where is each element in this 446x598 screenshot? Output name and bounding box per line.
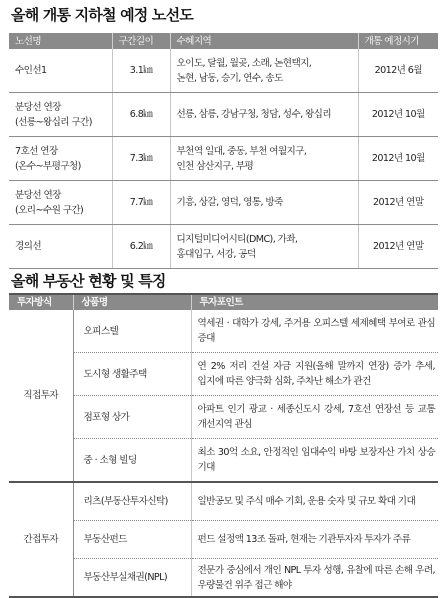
- invest-point: 역세권 · 대학가 강세, 주거용 오피스텔 세제혜택 부여로 관심 증대: [191, 310, 438, 353]
- realestate-header-row: [9, 294, 438, 310]
- invest-point: 전문가 중심에서 개인 NPL 투자 성행, 유찰에 따른 손해 우려, 우량물건 위주 접근 해야: [191, 559, 438, 598]
- table-row: [9, 521, 438, 559]
- line-length: 7.7㎞: [112, 181, 170, 225]
- line-length: 3.1㎞: [112, 49, 170, 93]
- realestate-section-title: 올해 부동산 현황 및 특징: [11, 272, 166, 290]
- table-row: [9, 181, 438, 225]
- subway-section-title: 올해 개통 지하철 예정 노선도: [11, 6, 193, 24]
- line-open: 2012년 6월: [358, 49, 438, 93]
- line-area: 기흥, 상갈, 영덕, 영통, 방죽: [170, 181, 358, 225]
- header-length: 구간길이: [112, 33, 170, 49]
- product-name: 중 · 소형 빌딩: [73, 439, 191, 483]
- table-row: [9, 482, 438, 521]
- header-area: 수혜지역: [170, 33, 358, 49]
- line-name: 분당선 연장 (선릉~왕십리 구간): [9, 93, 112, 137]
- invest-point: 아파트 인기 광교 · 세종신도시 강세, 7호선 연장선 등 교통 개선지역 관심: [191, 396, 438, 439]
- invest-point: 연 2% 저리 건설 자금 지원(올해 말까지 연장) 증가 추세, 입지에 따른 양극화 심화, 주차난 해소가 관건: [191, 353, 438, 396]
- header-invest-type: 투자방식: [9, 294, 73, 310]
- header-line-name: 노선명: [9, 33, 112, 49]
- product-name: 리츠(부동산투자신탁): [73, 482, 191, 521]
- table-row: [9, 439, 438, 483]
- table-row: [9, 137, 438, 181]
- line-name: 경의선: [9, 225, 112, 269]
- line-name: 분당선 연장 (오리~수원 구간): [9, 181, 112, 225]
- table-row: [9, 353, 438, 396]
- table-row: [9, 225, 438, 269]
- realestate-table: [9, 293, 438, 598]
- product-name: 오피스텔: [73, 310, 191, 353]
- product-name: 도시형 생활주택: [73, 353, 191, 396]
- invest-point: 펀드 설정액 13조 돌파, 현재는 기관투자자 투자가 주류: [191, 521, 438, 559]
- table-row: [9, 49, 438, 93]
- invest-type-indirect: 간접투자: [9, 482, 73, 597]
- table-row: [9, 559, 438, 598]
- line-name: 7호선 연장 (온수~부평구청): [9, 137, 112, 181]
- line-length: 6.2㎞: [112, 225, 170, 269]
- subway-table: [9, 33, 438, 269]
- line-length: 7.3㎞: [112, 137, 170, 181]
- line-open: 2012년 10월: [358, 93, 438, 137]
- line-name: 수인선1: [9, 49, 112, 93]
- header-product: 상품명: [73, 294, 191, 310]
- table-row: [9, 396, 438, 439]
- line-area: 선릉, 삼릉, 강남구청, 청담, 성수, 왕십리: [170, 93, 358, 137]
- line-open: 2012년 연말: [358, 225, 438, 269]
- invest-type-direct: 직접투자: [9, 310, 73, 482]
- product-name: 점포형 상가: [73, 396, 191, 439]
- header-point: 투자포인트: [191, 294, 438, 310]
- table-row: [9, 93, 438, 137]
- product-name: 부동산부실채권(NPL): [73, 559, 191, 598]
- line-open: 2012년 10월: [358, 137, 438, 181]
- product-name: 부동산펀드: [73, 521, 191, 559]
- line-area: 부천역 일대, 중동, 부천 여월지구, 인천 삼산지구, 부평: [170, 137, 358, 181]
- invest-point: 최소 30억 소요, 안정적인 임대수익 바탕 보장자산 가치 상승 기대: [191, 439, 438, 483]
- table-row: [9, 310, 438, 353]
- header-open: 개통 예정시기: [358, 33, 438, 49]
- line-length: 6.8㎞: [112, 93, 170, 137]
- line-area: 오이도, 달월, 월곶, 소래, 논현택지, 논현, 남동, 승기, 연수, 송도: [170, 49, 358, 93]
- subway-header-row: [9, 33, 438, 49]
- line-open: 2012년 연말: [358, 181, 438, 225]
- line-area: 디지털미디어시티(DMC), 가좌, 홍대입구, 서강, 공덕: [170, 225, 358, 269]
- invest-point: 일반공모 및 주식 매수 기회, 운용 숫자 및 규모 확대 기대: [191, 482, 438, 521]
